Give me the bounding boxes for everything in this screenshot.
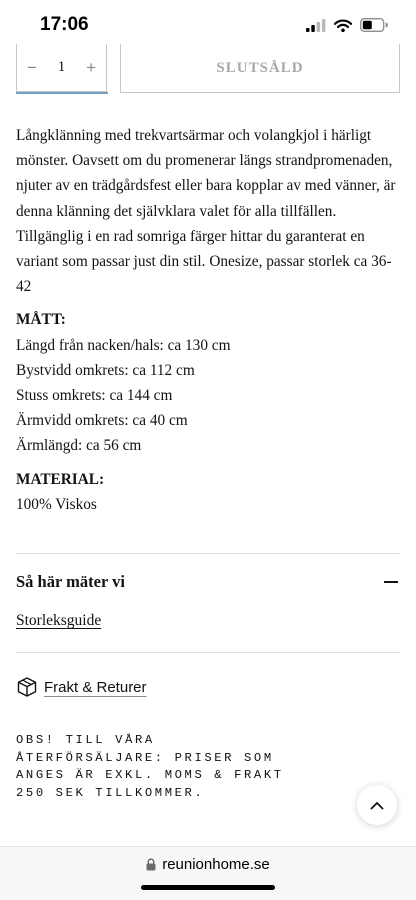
shipping-returns-label: Frakt & Returer [44, 678, 147, 696]
notice-line: 250 SEK TILLKOMMER. [16, 785, 205, 800]
shipping-returns-link[interactable] [16, 676, 147, 698]
measurements-heading: MÅTT: [16, 311, 66, 329]
notice-line: ÅTERFÖRSÄLJARE: PRISER SOM [16, 750, 274, 765]
size-guide-link[interactable]: Storleksguide [16, 612, 102, 629]
home-indicator [141, 885, 275, 890]
decrease-quantity-button[interactable]: − [27, 57, 37, 77]
quantity-focus-underline [16, 92, 108, 94]
reseller-notice [16, 732, 386, 802]
collapse-icon[interactable] [384, 581, 398, 583]
accordion-title: Så här mäter vi [16, 572, 125, 591]
status-icons [306, 18, 388, 32]
notice-line: ANGES ÄR EXKL. MOMS & FRAKT [16, 768, 284, 782]
divider [16, 652, 400, 653]
quantity-input[interactable]: 1 [57, 59, 66, 75]
material-value: 100% Viskos [16, 495, 97, 513]
signal-icon [306, 19, 326, 32]
scroll-to-top-button[interactable] [357, 785, 397, 825]
status-time: 17:06 [40, 14, 89, 35]
quantity-stepper [16, 44, 107, 92]
description-text: Långklänning med trekvartsärmar och volangkjol i härligt mönster. Oavsett om du promenerar längs strandpromenaden, njuter av en trädgårdsfest eller bara kopplar av med vänner, är denna klänning det självklara valet för alla tillfällen. Tillgänglig i en rad somriga färger hittar du garanterat en variant som passar just din stil. Onesize, passar storlek ca 36- 42 [16, 127, 396, 296]
sold-out-button[interactable]: SLUTSÅLD [120, 44, 400, 93]
browser-address-bar [0, 846, 416, 900]
measurement-item: Ärmlängd: ca 56 cm [16, 437, 142, 455]
measurement-item: Ärmvidd omkrets: ca 40 cm [16, 412, 188, 430]
lock-icon [146, 858, 156, 871]
increase-quantity-button[interactable]: + [86, 57, 96, 77]
chevron-up-icon [370, 801, 384, 810]
measurement-item: Längd från nacken/hals: ca 130 cm [16, 336, 231, 354]
measurement-item: Stuss omkrets: ca 144 cm [16, 387, 173, 405]
url-text: reunionhome.se [162, 856, 270, 873]
measure-guide-accordion[interactable] [16, 560, 400, 604]
status-bar [0, 0, 416, 50]
wifi-icon [334, 19, 352, 32]
divider [16, 553, 400, 554]
battery-icon [360, 18, 388, 32]
product-description [16, 123, 401, 517]
box-icon [16, 676, 38, 698]
material-heading: MATERIAL: [16, 470, 105, 488]
measurement-item: Bystvidd omkrets: ca 112 cm [16, 361, 195, 379]
notice-line: OBS! TILL VÅRA [16, 733, 155, 747]
url-field[interactable] [0, 856, 416, 873]
